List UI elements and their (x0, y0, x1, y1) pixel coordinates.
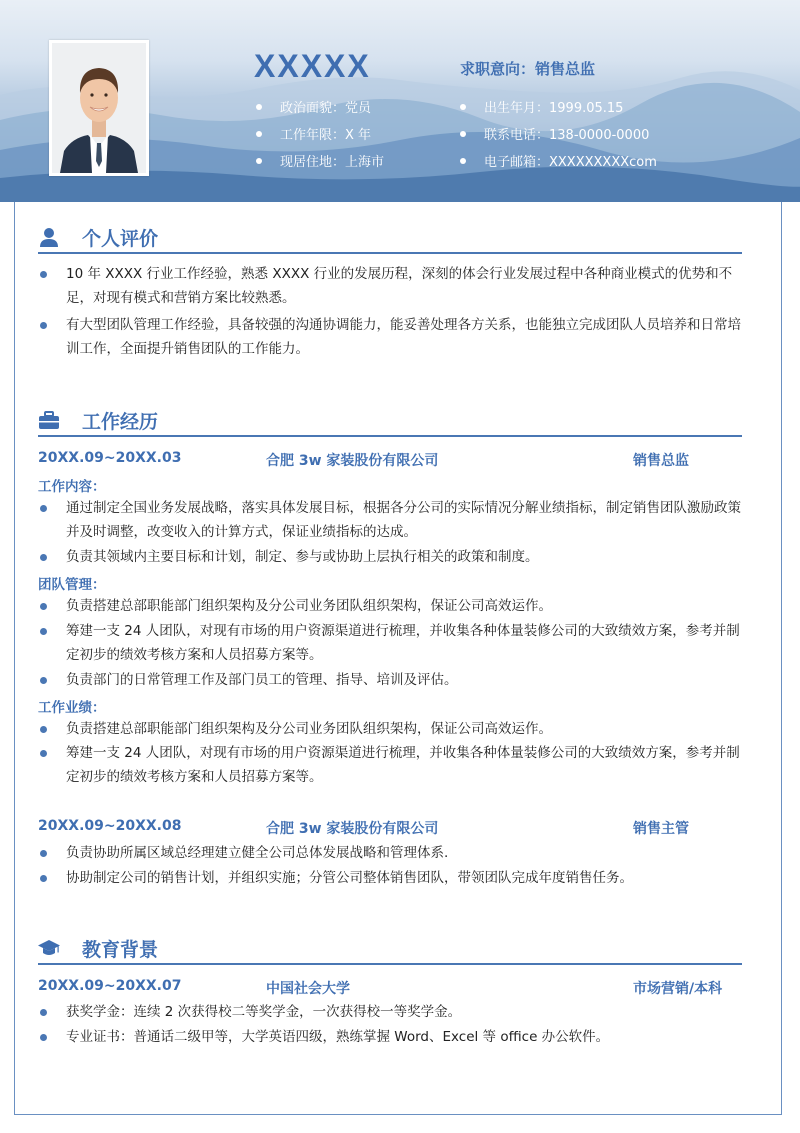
info-political (256, 97, 371, 116)
job-position: 销售主管 (633, 821, 689, 837)
list-item: 负责部门的日常管理工作及部门员工的管理、指导、培训及评估。 (38, 668, 748, 692)
list-item: 筹建一支 24 人团队，对现有市场的用户资源渠道进行梳理，并收集各种体量装修公司的大致绩效方案，参考并制定初步的绩效考核方案和人员招募方案等。 (38, 741, 748, 789)
info-birth (460, 97, 623, 116)
candidate-name: XXXXX (254, 48, 371, 84)
bullet-dot (256, 131, 262, 137)
bullet-dot (460, 158, 466, 164)
section-profile-header (38, 222, 742, 254)
list-item: 负责协助所属区域总经理建立健全公司总体发展战略和管理体系. (38, 841, 748, 865)
job-company: 合肥 3w 家装股份有限公司 (266, 821, 439, 837)
list-item: 负责搭建总部职能部门组织架构及分公司业务团队组织架构，保证公司高效运作。 (38, 717, 748, 741)
bullet-dot (256, 104, 262, 110)
list-item: 协助制定公司的销售计划，并组织实施；分管公司整体销售团队，带领团队完成年度销售任务。 (38, 866, 748, 890)
list-item: 通过制定全国业务发展战略，落实具体发展目标，根据各分公司的实际情况分解业绩指标，制定销售团队激励政策并及时调整，改变收入的计算方式，保证业绩指标的达成。 (38, 496, 748, 544)
job-company: 合肥 3w 家装股份有限公司 (266, 453, 439, 469)
job-period: 20XX.09~20XX.08 (38, 818, 182, 834)
job-position: 销售总监 (633, 453, 689, 469)
info-text: 出生年月：1999.05.15 (484, 101, 624, 116)
job-intent: 求职意向：销售总监 (460, 60, 596, 78)
resume-header (0, 0, 800, 202)
job-header (38, 450, 742, 470)
info-email (460, 151, 657, 170)
list-item: 有大型团队管理工作经验，具备较强的沟通协调能力，能妥善处理各方关系，也能独立完成团队人员培养和日常培训工作，全面提升销售团队的工作能力。 (38, 313, 748, 361)
info-years (256, 124, 371, 143)
info-text: 电子邮箱：XXXXXXXXXcom (484, 155, 657, 170)
sub-heading: 工作业绩： (38, 700, 106, 716)
person-icon (38, 226, 60, 248)
sub-heading: 工作内容： (38, 479, 106, 495)
job-header (38, 818, 742, 838)
education-header (38, 978, 742, 998)
job-period: 20XX.09~20XX.03 (38, 450, 182, 466)
education-school: 中国社会大学 (266, 981, 350, 997)
education-period: 20XX.09~20XX.07 (38, 978, 182, 994)
list-item: 负责其领域内主要目标和计划，制定、参与或协助上层执行相关的政策和制度。 (38, 545, 748, 569)
list-item: 获奖学金：连续 2 次获得校二等奖学金，一次获得校一等奖学金。 (38, 1000, 748, 1024)
section-education-header (38, 933, 742, 965)
section-work-header (38, 405, 742, 437)
bullet-dot (256, 158, 262, 164)
bullet-dot (460, 104, 466, 110)
list-item: 10 年 XXXX 行业工作经验，熟悉 XXXX 行业的发展历程，深刻的体会行业发展过程中各种商业模式的优势和不足，对现有模式和营销方案比较熟悉。 (38, 262, 748, 310)
bullet-dot (460, 131, 466, 137)
list-item: 专业证书：普通话二级甲等，大学英语四级，熟练掌握 Word、Excel 等 office 办公软件。 (38, 1025, 748, 1049)
graduation-cap-icon (38, 937, 60, 959)
profile-photo (49, 40, 149, 176)
info-text: 工作年限：X 年 (280, 128, 372, 143)
list-item: 筹建一支 24 人团队，对现有市场的用户资源渠道进行梳理，并收集各种体量装修公司的大致绩效方案，参考并制定初步的绩效考核方案和人员招募方案等。 (38, 619, 748, 667)
info-text: 政治面貌：党员 (280, 101, 372, 116)
briefcase-icon (38, 409, 60, 431)
sub-heading: 团队管理： (38, 577, 106, 593)
info-text: 现居住地：上海市 (280, 155, 385, 170)
list-item: 负责搭建总部职能部门组织架构及分公司业务团队组织架构，保证公司高效运作。 (38, 594, 748, 618)
person-portrait-icon (52, 43, 146, 173)
info-text: 联系电话：138-0000-0000 (484, 128, 650, 143)
section-title: 工作经历 (82, 411, 159, 433)
education-major: 市场营销/本科 (633, 981, 723, 997)
section-title: 教育背景 (82, 939, 159, 961)
section-title: 个人评价 (82, 228, 159, 250)
info-phone (460, 124, 649, 143)
info-address (256, 151, 384, 170)
